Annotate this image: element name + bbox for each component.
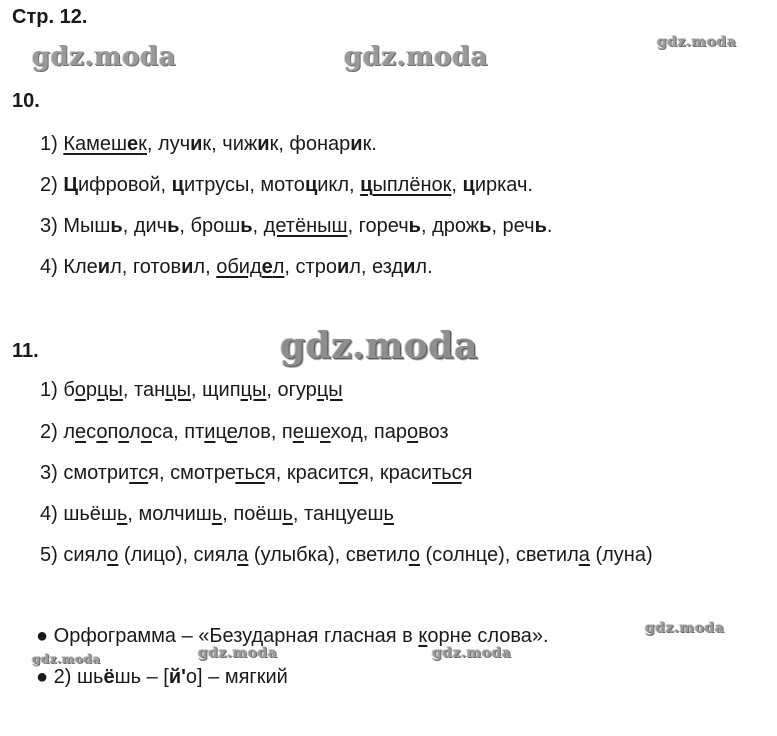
text-segment: шь – [ <box>114 666 169 688</box>
marked-text: Ц <box>63 174 78 196</box>
watermark: gdz.moda <box>198 645 278 661</box>
text-segment: 2) <box>40 174 64 196</box>
text-segment: итрусы, мото <box>183 174 305 196</box>
marked-text: ыплёнок <box>372 174 452 196</box>
text-segment: (улыбка), светил <box>248 544 409 566</box>
marked-text: Камеш <box>63 133 128 155</box>
marked-text: о <box>96 421 108 443</box>
text-segment: ш <box>303 421 320 443</box>
text-segment: лов, п <box>237 421 293 443</box>
watermark: gdz.moda <box>657 34 737 50</box>
marked-text: ь <box>116 503 128 525</box>
text-segment: ● Орфограмма – «Безударная гласная в <box>36 625 419 647</box>
marked-text: ь <box>534 215 547 237</box>
text-segment: , реч <box>491 215 535 237</box>
text-segment: , поёш <box>222 503 283 525</box>
marked-text: и <box>97 256 111 278</box>
watermark: gdz.moda <box>280 325 478 367</box>
watermark: gdz.moda <box>645 620 725 636</box>
text-segment: , огур <box>266 379 317 401</box>
answer-line <box>40 503 394 526</box>
answer-line <box>40 421 449 444</box>
marked-text: цы <box>165 379 191 401</box>
marked-text: детёныш <box>263 215 348 237</box>
marked-text: о <box>118 421 130 443</box>
marked-text: цы <box>316 379 343 401</box>
marked-text: а <box>237 544 249 566</box>
note-line <box>36 625 549 648</box>
answer-line <box>40 174 533 197</box>
marked-text: и <box>181 256 194 278</box>
text-segment: 4) Кле <box>40 256 98 278</box>
text-segment: к. <box>362 133 377 155</box>
marked-text: цы <box>240 379 267 401</box>
marked-text: ь <box>110 215 123 237</box>
watermark: gdz.moda <box>32 42 177 72</box>
text-segment: п <box>107 421 119 443</box>
marked-text: и <box>350 133 363 155</box>
marked-text: ь <box>479 215 492 237</box>
marked-text: тьс <box>235 462 265 484</box>
text-segment: икл, <box>317 174 361 196</box>
marked-text: ц <box>171 174 184 196</box>
marked-text: о <box>140 421 153 443</box>
text-segment: л, готов <box>110 256 182 278</box>
marked-text: и <box>403 256 416 278</box>
text-segment: воз <box>418 421 449 443</box>
marked-text: ь <box>383 503 394 525</box>
marked-text: о <box>406 421 419 443</box>
marked-text: к <box>138 133 147 155</box>
marked-text: и <box>204 421 216 443</box>
text-segment: (луна) <box>589 544 653 566</box>
marked-text: е <box>127 133 139 155</box>
text-segment: 1) <box>40 133 64 155</box>
answer-line <box>40 215 552 238</box>
marked-text: е <box>75 421 87 443</box>
task-number-11: 11. <box>12 340 39 362</box>
text-segment: , щип <box>190 379 241 401</box>
watermark: gdz.moda <box>344 42 489 72</box>
text-segment: л. <box>415 256 433 278</box>
marked-text: и <box>190 133 203 155</box>
marked-text: ь <box>211 503 223 525</box>
text-segment: с <box>86 421 97 443</box>
text-segment: л, езд <box>349 256 404 278</box>
text-segment: , дрож <box>420 215 480 237</box>
answer-line <box>40 133 377 156</box>
text-segment: (солнце), светил <box>419 544 579 566</box>
marked-text: тьс <box>432 462 462 484</box>
marked-text: цы <box>97 379 123 401</box>
text-segment: орне слова». <box>427 625 549 647</box>
text-segment: 5) сиял <box>40 544 108 566</box>
marked-text: тс <box>129 462 149 484</box>
watermark: gdz.moda <box>432 645 512 661</box>
marked-text: о <box>408 544 420 566</box>
note-line <box>36 666 288 689</box>
text-segment: , луч <box>146 133 191 155</box>
task-number-10: 10. <box>12 90 40 112</box>
marked-text: обид <box>216 256 262 278</box>
text-segment: к, фонар <box>269 133 351 155</box>
answer-line <box>40 379 343 402</box>
marked-text: ц <box>304 174 318 196</box>
text-segment: я, смотре <box>148 462 236 484</box>
text-segment: к, чиж <box>202 133 258 155</box>
text-segment: , брош <box>179 215 241 237</box>
text-segment: 2) л <box>40 421 76 443</box>
marked-text: а <box>578 544 590 566</box>
marked-text: е <box>226 421 238 443</box>
text-segment: ифровой, <box>77 174 172 196</box>
text-segment: 3) смотри <box>40 462 130 484</box>
text-segment: ц <box>215 421 227 443</box>
text-segment: , тан <box>122 379 166 401</box>
text-segment: л, <box>193 256 217 278</box>
text-segment: иркач. <box>474 174 533 196</box>
marked-text: и <box>257 133 270 155</box>
answer-line <box>40 256 433 279</box>
answer-line <box>40 462 473 485</box>
marked-text: ц <box>462 174 475 196</box>
text-segment: л <box>129 421 141 443</box>
text-segment: 4) шьёш <box>40 503 117 525</box>
marked-text: о <box>107 544 119 566</box>
text-segment: ход, пар <box>330 421 407 443</box>
marked-text: тс <box>339 462 358 484</box>
text-segment: . <box>546 215 553 237</box>
marked-text: й' <box>168 666 186 688</box>
text-segment: я <box>461 462 473 484</box>
text-segment: 1) б <box>40 379 75 401</box>
text-segment: р <box>85 379 98 401</box>
text-segment: о] – мягкий <box>185 666 288 688</box>
marked-text: и <box>336 256 350 278</box>
marked-text: е <box>261 256 273 278</box>
marked-text: ь <box>167 215 180 237</box>
text-segment: , молчиш <box>127 503 212 525</box>
text-segment: , танцуеш <box>292 503 384 525</box>
marked-text: к <box>418 625 428 647</box>
marked-text: ь <box>282 503 293 525</box>
text-segment: (лицо), сиял <box>118 544 238 566</box>
answer-line <box>40 544 653 567</box>
text-segment: са, пт <box>152 421 205 443</box>
text-segment: ● 2) шь <box>36 666 104 688</box>
marked-text: ь <box>240 215 253 237</box>
text-segment: , дич <box>122 215 168 237</box>
page-label: Стр. 12. <box>12 6 88 28</box>
marked-text: ц <box>360 174 373 196</box>
marked-text: е <box>319 421 331 443</box>
marked-text: ь <box>408 215 421 237</box>
marked-text: ё <box>103 666 115 688</box>
marked-text: е <box>292 421 304 443</box>
text-segment: 3) Мыш <box>40 215 111 237</box>
text-segment: , <box>451 174 463 196</box>
text-segment: , гореч <box>347 215 409 237</box>
text-segment: я, краси <box>357 462 433 484</box>
watermark: gdz.moda <box>32 652 101 666</box>
marked-text: л <box>272 256 285 278</box>
text-segment: я, краси <box>264 462 340 484</box>
text-segment: , стро <box>284 256 337 278</box>
marked-text: о <box>74 379 86 401</box>
text-segment: , <box>252 215 264 237</box>
